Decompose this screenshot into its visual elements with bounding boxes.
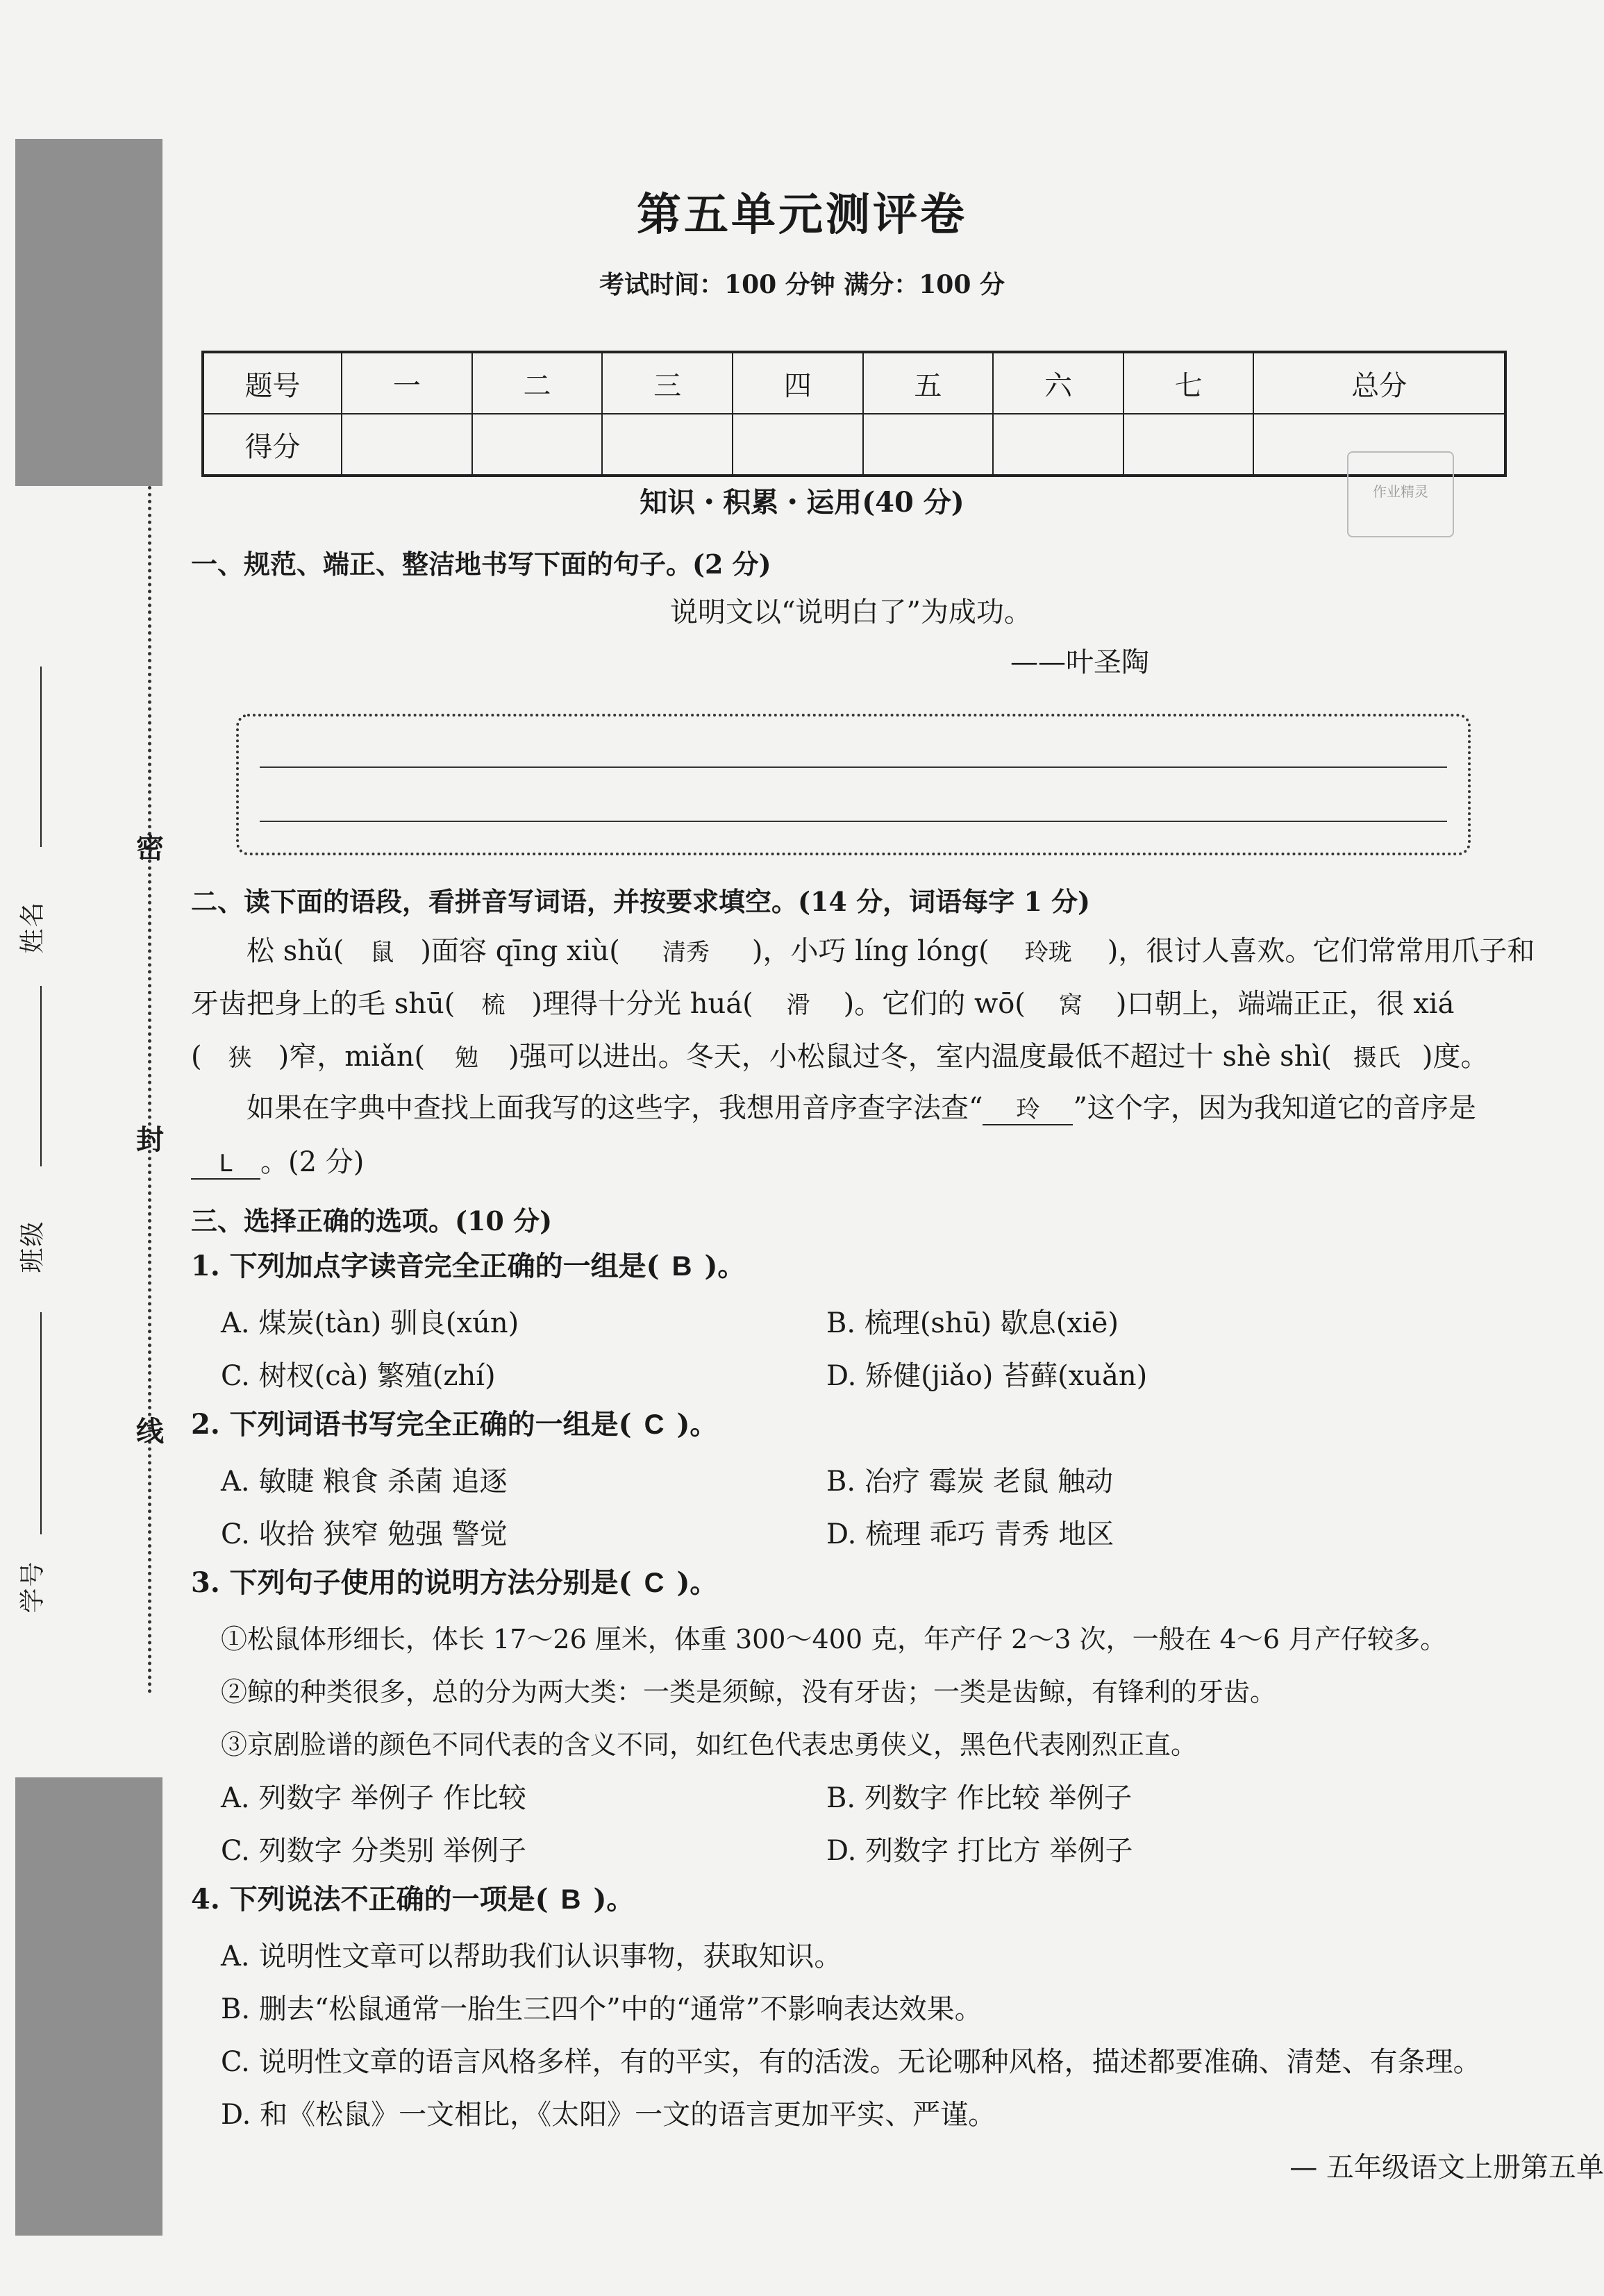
page-footer: — 五年级语文上册第五单 [1289, 2152, 1604, 2184]
text: )面容 qīng xiù( [420, 935, 620, 967]
text: 3. 下列句子使用的说明方法分别是( [191, 1566, 632, 1599]
text: ”这个字，因为我知道它的音序是 [1073, 1092, 1476, 1124]
text: )窄，miǎn( [278, 1041, 426, 1073]
handwriting-line-1 [260, 766, 1447, 768]
text: ( [191, 1041, 202, 1073]
q2-paragraph-line-5 [191, 1146, 364, 1180]
text: 如果在字典中查找上面我写的这些字，我想用音序查字法查“ [247, 1092, 983, 1124]
score-col: 三 [602, 352, 733, 414]
q3-item-4-stem [191, 1883, 634, 1916]
q3-item-3-option-b[interactable]: B. 列数字 作比较 举例子 [826, 1782, 1133, 1814]
score-table [201, 351, 1507, 477]
score-col: 七 [1123, 352, 1254, 414]
handwriting-line-2 [260, 821, 1447, 822]
q3-item-3-option-a[interactable]: A. 列数字 举例子 作比较 [221, 1782, 526, 1814]
name-field-line[interactable] [40, 667, 42, 847]
text: )口朝上，端端正正，很 xiá [1115, 988, 1455, 1020]
q3-item-1-option-c[interactable]: C. 树杈(cà) 繁殖(zhí) [221, 1360, 496, 1392]
text: )度。 [1421, 1041, 1489, 1073]
answer-mark[interactable]: B [560, 1884, 581, 1915]
answer-mark[interactable]: C [644, 1409, 665, 1440]
answer-mark[interactable]: B [671, 1251, 692, 1282]
score-col: 一 [342, 352, 472, 414]
text: 。(2 分) [260, 1146, 365, 1178]
score-cell[interactable] [602, 414, 733, 476]
q3-item-3-sentence-1: ①松鼠体形细长，体长 17～26 厘米，体重 300～400 克，年产仔 2～3 次，一般在 4～6 月产仔较多。 [221, 1624, 1447, 1654]
seal-dotted-line [148, 486, 151, 1694]
page-title: 第五单元测评卷 [637, 189, 967, 241]
score-cell[interactable] [863, 414, 994, 476]
answer-blank[interactable]: 鼠 [370, 939, 394, 966]
q3-item-3-sentence-2: ②鲸的种类很多，总的分为两大类：一类是须鲸，没有牙齿；一类是齿鲸，有锋利的牙齿。 [221, 1677, 1277, 1707]
q3-heading: 三、选择正确的选项。(10 分) [191, 1205, 553, 1237]
score-col: 总分 [1253, 352, 1505, 414]
text: )。 [704, 1250, 746, 1282]
score-cell[interactable] [472, 414, 603, 476]
answer-blank[interactable]: L [191, 1150, 260, 1180]
text: )强可以进出。冬天，小松鼠过冬，室内温度最低不超过十 shè shì( [508, 1041, 1332, 1073]
id-label: 学号 [18, 1560, 47, 1614]
q3-item-3-sentence-3: ③京剧脸谱的颜色不同代表的含义不同，如红色代表忠勇侠义，黑色代表刚烈正直。 [221, 1729, 1198, 1760]
text: )。 [676, 1408, 718, 1441]
answer-blank[interactable]: 摄氏 [1353, 1044, 1401, 1072]
q3-item-2-option-b[interactable]: B. 冶疗 霉炭 老鼠 触动 [826, 1466, 1113, 1498]
answer-blank[interactable]: 狭 [228, 1044, 252, 1072]
text: )理得十分光 huá( [531, 988, 753, 1020]
score-cell[interactable] [733, 414, 863, 476]
text: 松 shǔ( [247, 935, 344, 967]
q3-item-2-option-c[interactable]: C. 收拾 狭窄 勉强 警觉 [221, 1518, 508, 1550]
q1-sentence: 说明文以“说明白了”为成功。 [670, 596, 1032, 628]
q2-heading: 二、读下面的语段，看拼音写词语，并按要求填空。(14 分，词语每字 1 分) [191, 886, 1090, 917]
text: )。它们的 wō( [843, 988, 1026, 1020]
score-table-row-label: 题号 [203, 352, 342, 414]
score-col: 五 [863, 352, 994, 414]
score-table-score-row [203, 414, 1505, 476]
q3-item-3-option-d[interactable]: D. 列数字 打比方 举例子 [826, 1835, 1133, 1867]
text: )，小巧 líng lóng( [751, 935, 989, 967]
name-label: 姓名 [18, 900, 47, 954]
q3-item-3-option-c[interactable]: C. 列数字 分类别 举例子 [221, 1835, 527, 1867]
binding-strip-bottom [15, 1777, 162, 2236]
text: 1. 下列加点字读音完全正确的一组是( [191, 1250, 660, 1282]
answer-blank[interactable]: 玲珑 [1024, 939, 1072, 966]
answer-blank[interactable]: 窝 [1058, 991, 1083, 1019]
q2-paragraph-line-4 [247, 1091, 1476, 1125]
answer-blank[interactable]: 清秀 [662, 939, 710, 966]
q3-item-4-option-b[interactable]: B. 删去“松鼠通常一胎生三四个”中的“通常”不影响表达效果。 [221, 1993, 983, 2025]
handwriting-box[interactable] [236, 714, 1471, 855]
answer-blank[interactable]: 梳 [481, 991, 506, 1019]
q3-item-4-option-c[interactable]: C. 说明性文章的语言风格多样，有的平实，有的活泼。无论哪种风格，描述都要准确、清楚、有条理。 [221, 2046, 1481, 2078]
q2-paragraph-line-2 [191, 987, 1454, 1021]
class-field-line[interactable] [40, 1312, 42, 1534]
text: )。 [676, 1566, 718, 1599]
text: 牙齿把身上的毛 shū( [191, 988, 456, 1020]
exam-info: 考试时间：100 分钟 满分：100 分 [599, 270, 1005, 299]
answer-blank[interactable]: 玲 [983, 1096, 1073, 1125]
text: 4. 下列说法不正确的一项是( [191, 1883, 549, 1916]
seal-char-mi: 密 [136, 832, 164, 864]
q2-paragraph-line-3 [191, 1040, 1488, 1073]
text: )，很讨人喜欢。它们常常用爪子和 [1107, 935, 1535, 967]
q3-item-2-option-a[interactable]: A. 敏睫 粮食 杀菌 追逐 [221, 1466, 508, 1498]
score-table-header-row [203, 352, 1505, 414]
score-table-row-label: 得分 [203, 414, 342, 476]
q3-item-3-stem [191, 1566, 717, 1600]
q3-item-1-option-a[interactable]: A. 煤炭(tàn) 驯良(xún) [221, 1307, 519, 1339]
q1-heading: 一、规范、端正、整洁地书写下面的句子。(2 分) [191, 548, 771, 580]
q3-item-2-stem [191, 1408, 717, 1441]
answer-mark[interactable]: C [644, 1568, 665, 1598]
score-col: 二 [472, 352, 603, 414]
score-col: 四 [733, 352, 863, 414]
watermark-stamp-text: 作业精灵 [1373, 483, 1428, 500]
seal-char-xian: 线 [136, 1415, 164, 1448]
text: )。 [593, 1883, 635, 1916]
answer-blank[interactable]: 滑 [786, 991, 810, 1019]
q1-author: ——叶圣陶 [1010, 646, 1149, 678]
q3-item-1-option-d[interactable]: D. 矫健(jiǎo) 苔藓(xuǎn) [826, 1360, 1148, 1392]
q3-item-4-option-a[interactable]: A. 说明性文章可以帮助我们认识事物，获取知识。 [221, 1941, 842, 1972]
answer-blank[interactable]: 勉 [455, 1044, 479, 1072]
score-cell[interactable] [993, 414, 1123, 476]
class-label: 班级 [18, 1220, 47, 1273]
score-cell[interactable] [1123, 414, 1254, 476]
q2-paragraph-line-1 [247, 935, 1535, 968]
score-col: 六 [993, 352, 1123, 414]
q3-item-1-stem [191, 1250, 745, 1283]
score-cell[interactable] [342, 414, 472, 476]
section-heading: 知识・积累・运用(40 分) [640, 486, 964, 519]
text: 2. 下列词语书写完全正确的一组是( [191, 1408, 632, 1441]
q3-item-4-option-d[interactable]: D. 和《松鼠》一文相比，《太阳》一文的语言更加平实、严谨。 [221, 2099, 996, 2131]
seal-char-feng: 封 [136, 1123, 164, 1156]
name-field-line-2[interactable] [40, 986, 42, 1166]
q3-item-1-option-b[interactable]: B. 梳理(shū) 歇息(xiē) [826, 1307, 1119, 1339]
q3-item-2-option-d[interactable]: D. 梳理 乖巧 青秀 地区 [826, 1518, 1114, 1550]
